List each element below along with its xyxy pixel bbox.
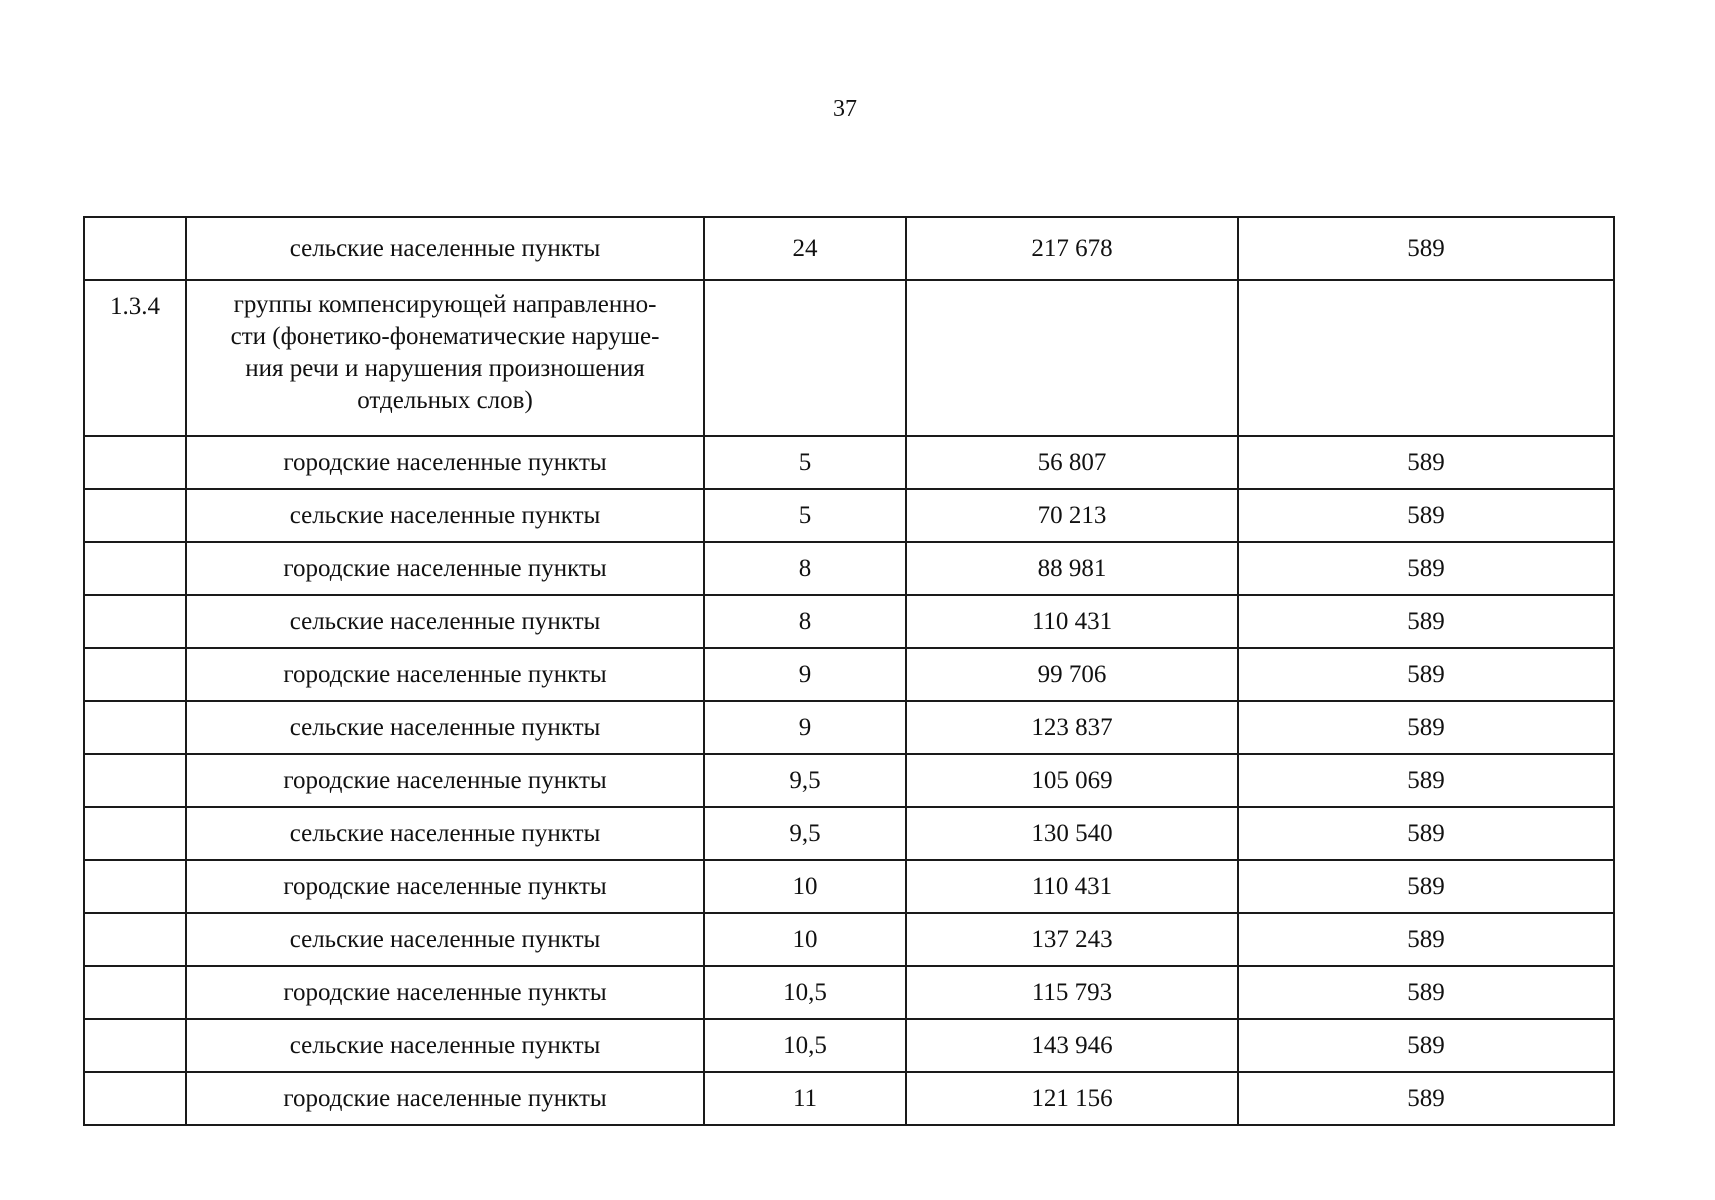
data-table	[83, 216, 1615, 1126]
table-row	[84, 436, 1614, 489]
row-value-1: 9,5	[704, 807, 906, 860]
row-value-3: 589	[1238, 648, 1614, 701]
row-value-3: 589	[1238, 860, 1614, 913]
row-code	[84, 217, 186, 280]
row-value-3: 589	[1238, 1019, 1614, 1072]
row-code	[84, 648, 186, 701]
row-label: городские населенные пункты	[186, 966, 704, 1019]
row-code	[84, 595, 186, 648]
row-value-2: 99 706	[906, 648, 1238, 701]
row-value-2: 110 431	[906, 860, 1238, 913]
table-row	[84, 542, 1614, 595]
row-code	[84, 542, 186, 595]
row-label: сельские населенные пункты	[186, 217, 704, 280]
row-label: городские населенные пункты	[186, 860, 704, 913]
table-row	[84, 1072, 1614, 1125]
table-row	[84, 860, 1614, 913]
row-value-3: 589	[1238, 1072, 1614, 1125]
table-row-section	[84, 280, 1614, 436]
row-value-2: 105 069	[906, 754, 1238, 807]
row-value-2	[906, 280, 1238, 436]
row-label: городские населенные пункты	[186, 648, 704, 701]
row-value-1	[704, 280, 906, 436]
row-value-2: 115 793	[906, 966, 1238, 1019]
table-row	[84, 701, 1614, 754]
row-value-1: 9	[704, 701, 906, 754]
row-value-1: 10	[704, 860, 906, 913]
page-number: 37	[833, 96, 857, 122]
table-row	[84, 913, 1614, 966]
row-label: сельские населенные пункты	[186, 807, 704, 860]
row-code	[84, 1019, 186, 1072]
row-value-1: 5	[704, 489, 906, 542]
row-value-3: 589	[1238, 913, 1614, 966]
row-value-2: 217 678	[906, 217, 1238, 280]
row-value-2: 70 213	[906, 489, 1238, 542]
row-value-2: 137 243	[906, 913, 1238, 966]
row-value-3: 589	[1238, 489, 1614, 542]
row-label: сельские населенные пункты	[186, 489, 704, 542]
row-label: сельские населенные пункты	[186, 913, 704, 966]
table-row	[84, 966, 1614, 1019]
row-code	[84, 966, 186, 1019]
row-value-1: 5	[704, 436, 906, 489]
row-value-2: 121 156	[906, 1072, 1238, 1125]
row-value-3	[1238, 280, 1614, 436]
row-label: городские населенные пункты	[186, 754, 704, 807]
row-value-1: 8	[704, 595, 906, 648]
row-code	[84, 436, 186, 489]
table-row	[84, 754, 1614, 807]
row-label: сельские населенные пункты	[186, 595, 704, 648]
row-value-3: 589	[1238, 217, 1614, 280]
table-row	[84, 648, 1614, 701]
row-value-2: 123 837	[906, 701, 1238, 754]
row-value-1: 10,5	[704, 1019, 906, 1072]
table-row	[84, 217, 1614, 280]
row-value-1: 8	[704, 542, 906, 595]
row-value-1: 24	[704, 217, 906, 280]
row-value-3: 589	[1238, 701, 1614, 754]
row-code	[84, 1072, 186, 1125]
row-code	[84, 754, 186, 807]
table-row	[84, 489, 1614, 542]
row-value-3: 589	[1238, 595, 1614, 648]
table-row	[84, 807, 1614, 860]
row-label: городские населенные пункты	[186, 542, 704, 595]
table-row	[84, 1019, 1614, 1072]
row-value-3: 589	[1238, 542, 1614, 595]
row-label: группы компенсирующей направленно- сти (фонетико-фонематические наруше- ния речи и нарушения произношения отдельных слов)	[230, 291, 660, 414]
row-code	[84, 913, 186, 966]
row-value-3: 589	[1238, 807, 1614, 860]
row-value-2: 110 431	[906, 595, 1238, 648]
row-value-3: 589	[1238, 754, 1614, 807]
row-value-3: 589	[1238, 436, 1614, 489]
row-label: городские населенные пункты	[186, 436, 704, 489]
row-value-2: 56 807	[906, 436, 1238, 489]
row-value-2: 143 946	[906, 1019, 1238, 1072]
row-code	[84, 489, 186, 542]
row-value-1: 9	[704, 648, 906, 701]
row-value-1: 10	[704, 913, 906, 966]
row-code: 1.3.4	[84, 280, 186, 436]
row-value-1: 9,5	[704, 754, 906, 807]
row-label-multiline	[186, 280, 704, 436]
row-label: городские населенные пункты	[186, 1072, 704, 1125]
row-code	[84, 701, 186, 754]
row-code	[84, 807, 186, 860]
row-label: сельские населенные пункты	[186, 1019, 704, 1072]
row-label: сельские населенные пункты	[186, 701, 704, 754]
row-code	[84, 860, 186, 913]
table-row	[84, 595, 1614, 648]
row-value-1: 11	[704, 1072, 906, 1125]
row-value-1: 10,5	[704, 966, 906, 1019]
row-value-2: 130 540	[906, 807, 1238, 860]
row-value-3: 589	[1238, 966, 1614, 1019]
row-value-2: 88 981	[906, 542, 1238, 595]
